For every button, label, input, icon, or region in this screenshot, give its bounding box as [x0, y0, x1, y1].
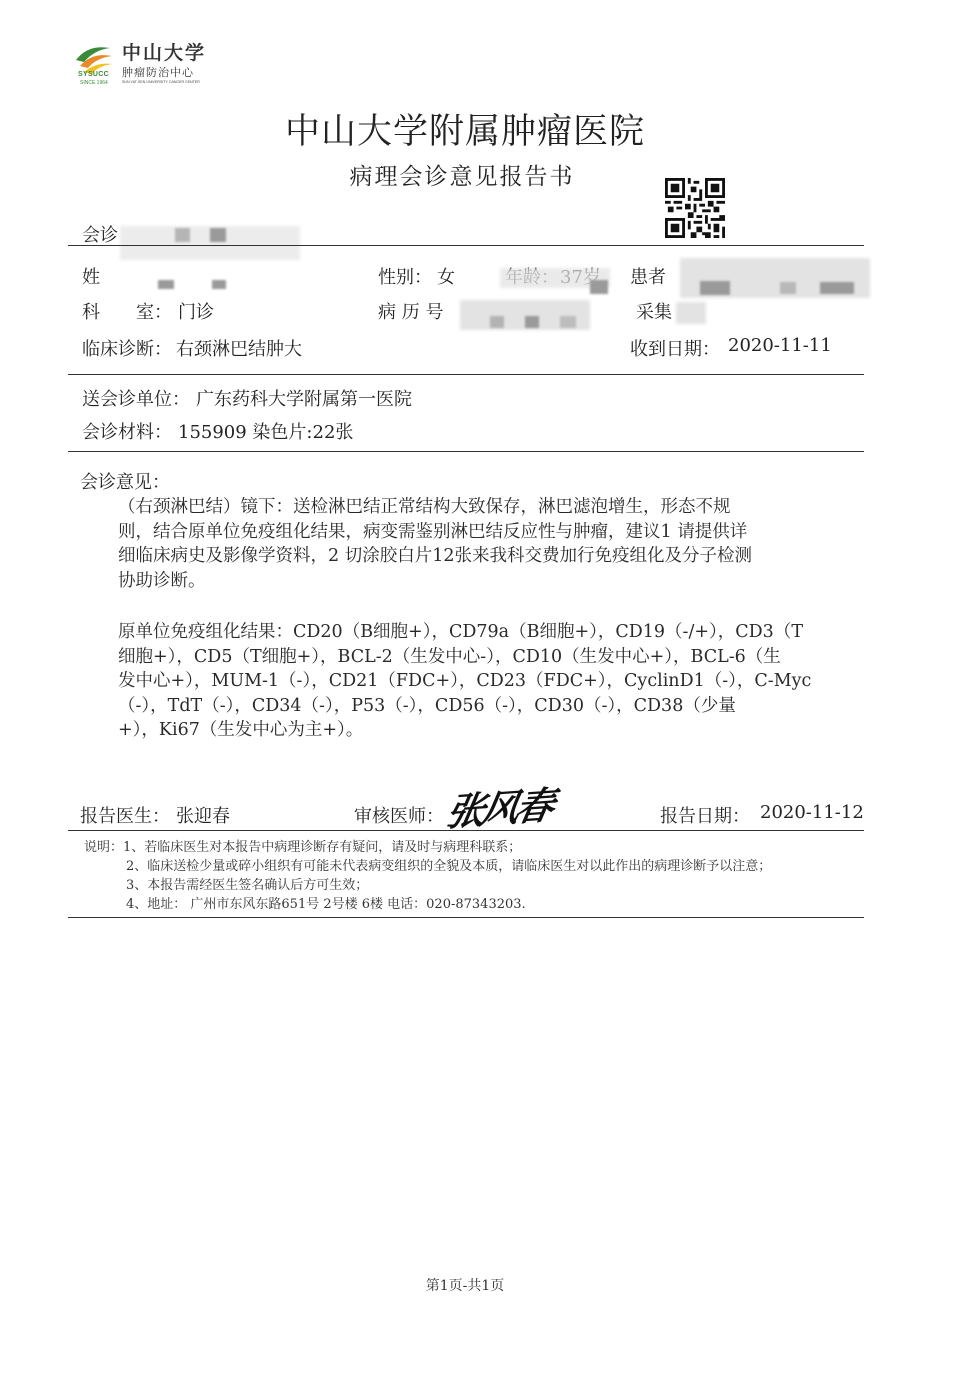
- opinion-paragraph: [118, 495, 838, 593]
- report-title: 病理会诊意见报告书: [349, 164, 575, 190]
- redacted-block: [490, 316, 504, 328]
- notes-item: 说明：1、若临床医生对本报告中病理诊断存有疑问，请及时与病理科联系；: [84, 840, 522, 855]
- report-doctor-label: 报告医生：: [80, 806, 170, 827]
- qr-code-icon: [665, 178, 725, 238]
- redacted-block: [780, 282, 796, 294]
- notes-label: 说明：: [84, 840, 124, 855]
- redacted-block: [560, 316, 576, 328]
- redacted-name: [212, 280, 226, 289]
- patient-label: 患者: [630, 267, 666, 288]
- opinion-line: 则，结合原单位免疫组化结果，病变需鉴别淋巴结反应性与肿瘤，建议1 请提供详: [118, 521, 748, 542]
- consult-unit-label: 送会诊单位：: [82, 389, 190, 410]
- redacted-collect-date: [676, 302, 706, 324]
- opinion-title: 会诊意见：: [80, 472, 170, 493]
- gender-value: 女: [437, 267, 455, 288]
- collect-label: 采集: [636, 302, 672, 323]
- ihc-line: 细胞+），CD5（T细胞+），BCL-2（生发中心-），CD10（生发中心+），BCL-6（生: [118, 646, 781, 667]
- redacted-block: [175, 228, 190, 242]
- consult-material-label: 会诊材料：: [82, 422, 172, 443]
- received-date-label: 收到日期：: [630, 339, 720, 360]
- hospital-logo: [74, 40, 214, 90]
- consult-label: 会诊: [82, 225, 118, 246]
- logo-cn-name: 中山大学: [122, 42, 207, 64]
- divider: [68, 374, 864, 375]
- ihc-line: 发中心+），MUM-1（-），CD21（FDC+），CD23（FDC+），CyclinD1（-），C-Myc: [118, 671, 812, 692]
- dept-value: 门诊: [178, 302, 214, 323]
- redacted-block: [700, 281, 730, 295]
- logo-abbr: SYSUCC: [78, 71, 109, 78]
- divider: [68, 245, 864, 246]
- notes-item: 4、地址： 广州市东风东路651号 2号楼 6楼 电话：020-87343203.: [126, 897, 526, 912]
- logo-en-name: SUN YAT-SEN UNIVERSITY CANCER CENTER: [122, 80, 200, 84]
- divider: [68, 451, 864, 452]
- redacted-name: [158, 280, 174, 289]
- name-label: 姓: [82, 267, 100, 288]
- opinion-line: （右颈淋巴结）镜下：送检淋巴结正常结构大致保存，淋巴滤泡增生，形态不规: [118, 497, 731, 517]
- clinical-diagnosis-value: 右颈淋巴结肿大: [176, 339, 302, 360]
- consult-material-value: 155909 染色片:22张: [178, 422, 354, 443]
- ihc-line: （-），TdT（-），CD34（-），P53（-），CD56（-），CD30（-），CD38（少量: [118, 695, 736, 716]
- review-doctor-label: 审核医师：: [354, 806, 444, 827]
- notes-item: 3、本报告需经医生签名确认后方可生效；: [126, 878, 369, 893]
- ihc-line: 原单位免疫组化结果：CD20（B细胞+），CD79a（B细胞+），CD19（-/+），CD3（T: [118, 622, 803, 642]
- received-date-value: 2020-11-11: [728, 335, 832, 356]
- notes: [84, 838, 771, 914]
- consult-unit-value: 广东药科大学附属第一医院: [196, 389, 412, 410]
- gender-label: 性别：: [378, 267, 432, 288]
- redacted-block: [525, 316, 539, 328]
- report-doctor-name: 张迎春: [176, 806, 230, 827]
- review-doctor-signature: 张风春: [442, 782, 555, 835]
- divider: [68, 917, 864, 918]
- opinion-line: 协助诊断。: [118, 570, 206, 591]
- logo-since: SINCE 1964: [80, 80, 108, 86]
- redacted-block: [590, 280, 608, 294]
- record-label: 病 历 号: [378, 302, 444, 323]
- logo-cn-sub: 肿瘤防治中心: [122, 66, 194, 79]
- ihc-line: +），Ki67（生发中心为主+）。: [118, 720, 364, 741]
- dept-label: 科 室：: [82, 302, 172, 323]
- report-date-value: 2020-11-12: [760, 802, 864, 823]
- notes-item: 2、临床送检少量或碎小组织有可能未代表病变组织的全貌及本质，请临床医生对以此作出的病理诊断予以注意；: [126, 859, 772, 874]
- redacted-block: [210, 228, 226, 242]
- opinion-line: 细临床病史及影像学资料，2 切涂胶白片12张来我科交费加行免疫组化及分子检测: [118, 546, 752, 567]
- ihc-paragraph: [118, 620, 838, 743]
- page-number: 第1页-共1页: [425, 1278, 505, 1294]
- report-date-label: 报告日期：: [660, 806, 750, 827]
- divider: [68, 830, 864, 831]
- hospital-title: 中山大学附属肿瘤医院: [284, 112, 645, 152]
- redacted-block: [820, 282, 854, 294]
- clinical-diagnosis-label: 临床诊断：: [82, 339, 172, 360]
